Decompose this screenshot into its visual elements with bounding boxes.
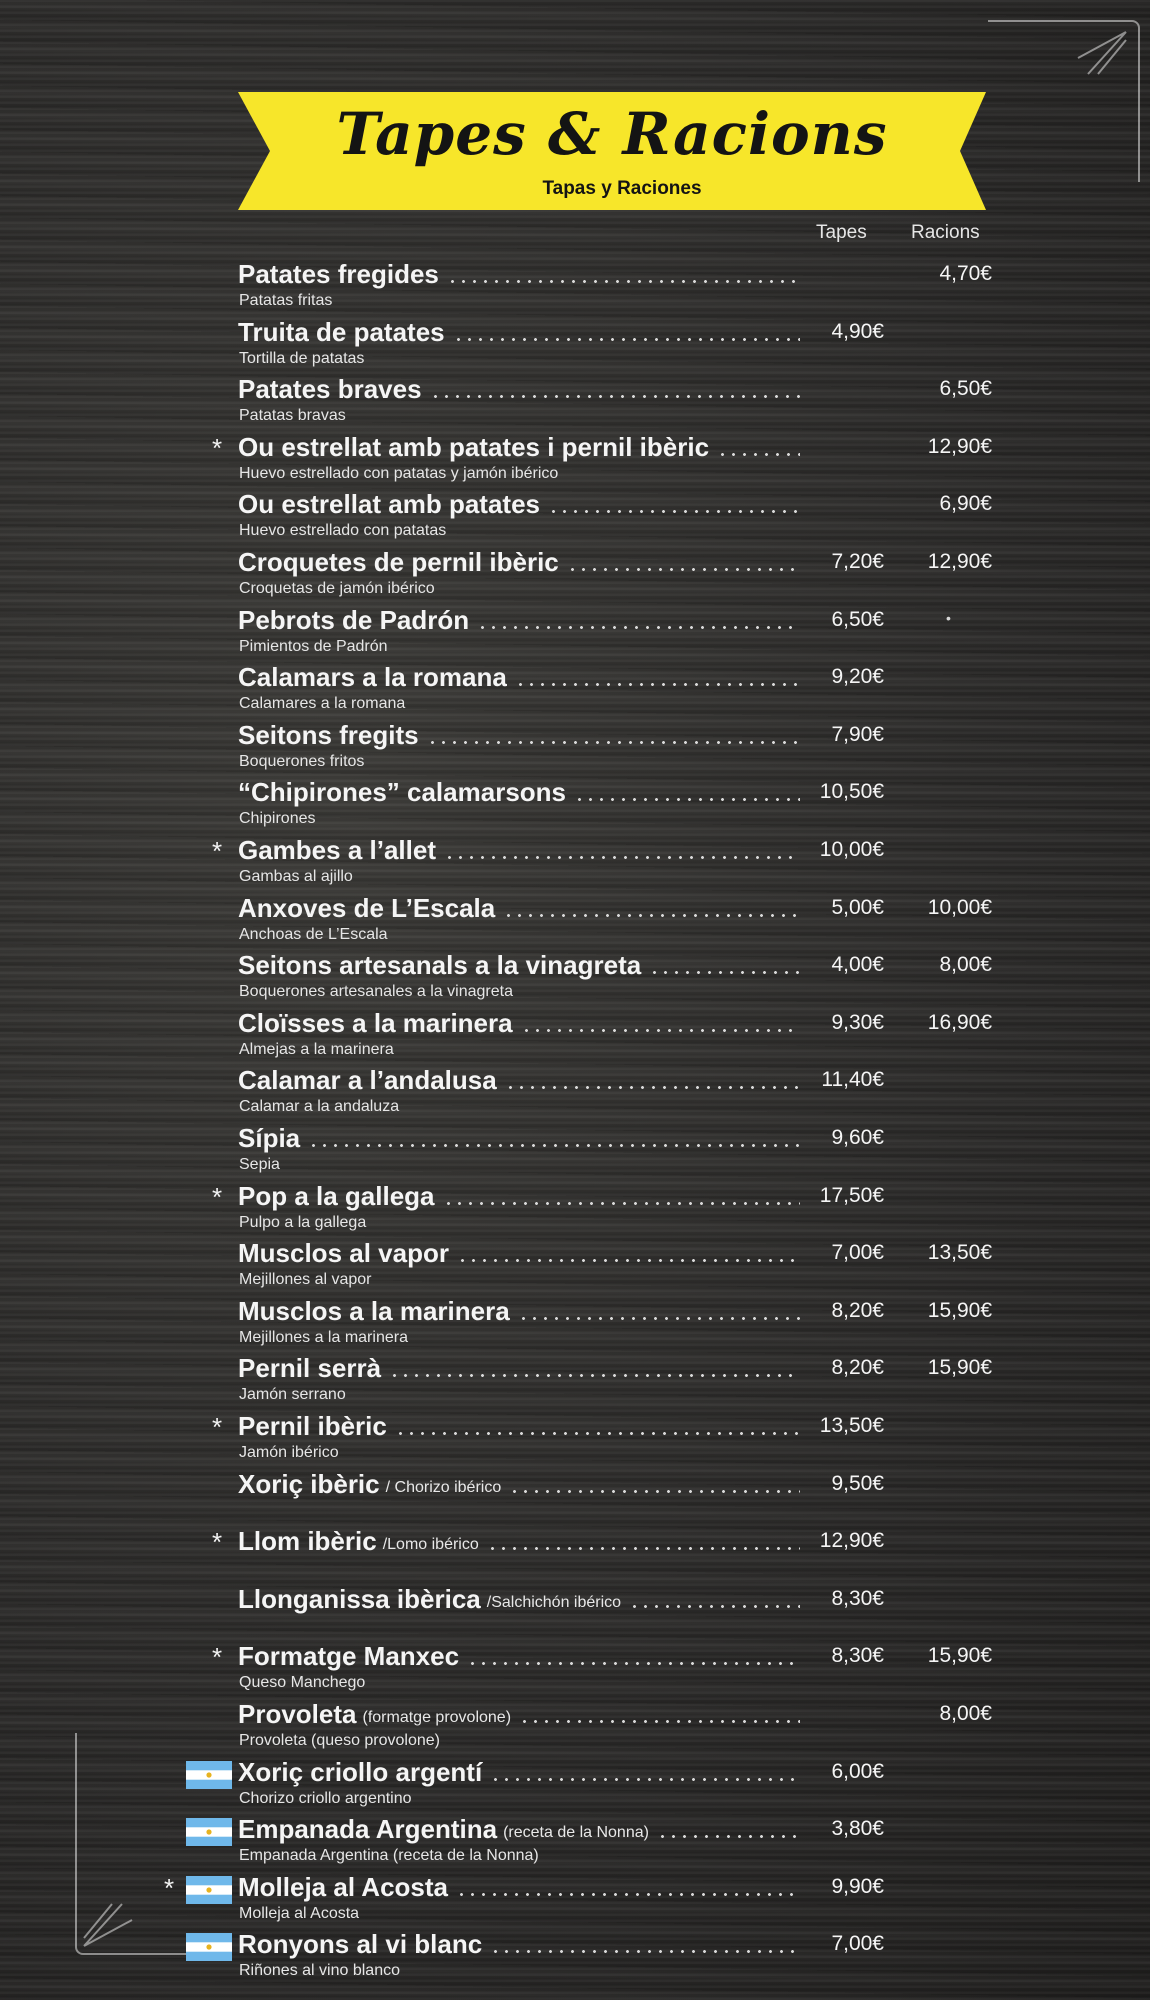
price-tapa: 8,20€ xyxy=(831,1298,884,1322)
menu-item-line xyxy=(238,1583,806,1615)
dot-leader xyxy=(427,741,800,744)
price-tapa: 9,90€ xyxy=(831,1874,884,1898)
menu-item-name: Pebrots de Padrón xyxy=(238,604,470,635)
price-tapa: 12,90€ xyxy=(819,1529,884,1553)
menu-item-line xyxy=(238,1352,806,1384)
dot-leader xyxy=(487,1547,800,1550)
argentina-flag-icon xyxy=(186,1818,232,1846)
menu-item-line xyxy=(238,1468,806,1500)
menu-item-name: Seitons fregits xyxy=(238,719,419,750)
dot-leader xyxy=(453,338,800,341)
menu-item-translation: Chipirones xyxy=(239,810,316,828)
menu-item-translation: Huevo estrellado con patatas xyxy=(239,522,447,540)
price-tapa: 8,30€ xyxy=(831,1644,884,1668)
dot-leader xyxy=(629,1605,800,1608)
dot-leader xyxy=(503,914,800,917)
menu-item-translation: Molleja al Acosta xyxy=(239,1904,360,1922)
price-tapa: 13,50€ xyxy=(819,1414,884,1437)
menu-item-translation: Jamón ibérico xyxy=(239,1444,339,1461)
menu-item-name: Formatge Manxec xyxy=(238,1641,460,1672)
menu-item-line xyxy=(238,776,806,808)
menu-item-name: Musclos a la marinera xyxy=(238,1295,510,1326)
price-racio: 6,90€ xyxy=(939,492,992,516)
menu-item-line xyxy=(238,1756,806,1788)
argentina-flag-icon xyxy=(186,1761,232,1789)
menu-item-name: Sípia xyxy=(238,1123,301,1153)
menu-item-name: Provoleta xyxy=(238,1699,357,1729)
column-header-tapes: Tapes xyxy=(816,222,867,243)
menu-item-note: (receta de la Nonna) xyxy=(503,1824,649,1842)
menu-item-translation: Provoleta (queso provolone) xyxy=(239,1732,441,1749)
star-icon: * xyxy=(212,1181,223,1212)
price-racio: 8,00€ xyxy=(939,1702,992,1725)
dot-leader xyxy=(490,1950,800,1953)
menu-item-name: Calamar a l’andalusa xyxy=(238,1065,497,1096)
menu-item-translation: Pulpo a la gallega xyxy=(239,1213,367,1231)
price-racio: 12,90€ xyxy=(927,434,992,458)
menu-item-translation: Calamares a la romana xyxy=(239,695,406,713)
menu-item-name: Xoriç criollo argentí xyxy=(238,1756,483,1787)
dot-leader xyxy=(717,453,800,456)
dot-leader xyxy=(509,1490,800,1493)
menu-item-name: Ronyons al vi blanc xyxy=(238,1929,483,1960)
menu-item-translation: Queso Manchego xyxy=(239,1674,366,1692)
price-tapa: 17,50€ xyxy=(819,1183,884,1207)
menu-item-line xyxy=(238,1410,806,1442)
menu-item-translation: Jamón serrano xyxy=(239,1386,346,1404)
dot-leader xyxy=(657,1835,800,1838)
menu-item-line xyxy=(238,1928,806,1960)
menu-item-name: Molleja al Acosta xyxy=(238,1871,448,1902)
price-tapa: 11,40€ xyxy=(821,1068,884,1092)
price-racio: 15,90€ xyxy=(927,1644,992,1668)
menu-item-name: Calamars a la romana xyxy=(238,662,507,693)
price-racio: 13,50€ xyxy=(927,1241,992,1265)
dot-leader xyxy=(477,626,800,629)
price-racio: 8,00€ xyxy=(939,953,992,977)
price-tapa: 4,90€ xyxy=(831,319,884,343)
price-tapa: 7,00€ xyxy=(831,1241,884,1265)
menu-item-line xyxy=(238,604,806,636)
menu-item-line xyxy=(238,316,806,348)
menu-item-name: Pop a la gallega xyxy=(238,1180,435,1211)
dot-leader xyxy=(519,1720,800,1723)
price-racio: 15,90€ xyxy=(927,1298,992,1322)
dot-leader xyxy=(567,568,800,571)
menu-item-line xyxy=(238,892,806,924)
menu-item-name: Xoriç ibèric xyxy=(238,1468,380,1499)
price-tapa: 8,20€ xyxy=(831,1356,884,1380)
menu-item-translation: Pimientos de Padrón xyxy=(239,637,388,655)
star-icon: * xyxy=(164,1872,175,1903)
dot-leader xyxy=(308,1144,800,1147)
menu-item-line xyxy=(238,1007,806,1039)
menu-item-line xyxy=(238,373,806,405)
menu-item-name: Patates fregides xyxy=(238,259,439,289)
menu-item-note: /Lomo ibérico xyxy=(382,1536,479,1554)
menu-item-translation: Sepia xyxy=(239,1156,280,1173)
price-tapa: 10,00€ xyxy=(819,838,884,861)
price-tapa: 7,90€ xyxy=(831,722,884,746)
menu-item-name: Truita de patates xyxy=(238,316,445,347)
menu-item-line xyxy=(238,1064,806,1096)
price-tapa: 5,00€ xyxy=(831,895,884,919)
menu-item-name: Gambes a l’allet xyxy=(238,835,436,865)
column-header-racions: Racions xyxy=(911,222,980,243)
menu-item-line xyxy=(238,1698,806,1730)
menu-item-mark: • xyxy=(946,609,951,626)
menu-item-name: Patates braves xyxy=(238,374,422,405)
menu-item-translation: Huevo estrellado con patatas y jamón ibérico xyxy=(239,464,559,482)
page-subtitle: Tapas y Raciones xyxy=(542,178,702,199)
dot-leader xyxy=(649,971,800,974)
price-tapa: 6,50€ xyxy=(831,607,884,631)
star-icon: * xyxy=(212,1527,223,1558)
menu-item-line xyxy=(238,1122,806,1154)
menu-item-line xyxy=(238,834,806,866)
dot-leader xyxy=(444,856,800,859)
menu-item-translation: Gambas al ajillo xyxy=(239,868,353,885)
price-tapa: 8,30€ xyxy=(831,1586,884,1610)
price-racio: 6,50€ xyxy=(939,377,992,401)
dot-leader xyxy=(515,683,800,686)
menu-item-line xyxy=(238,258,806,290)
menu-item-line xyxy=(238,949,806,981)
menu-item-translation: Boquerones fritos xyxy=(239,752,365,770)
price-racio: 12,90€ xyxy=(927,550,992,573)
price-racio: 16,90€ xyxy=(927,1010,992,1034)
dot-leader xyxy=(395,1432,800,1435)
price-tapa: 9,20€ xyxy=(831,665,884,689)
dot-leader xyxy=(447,280,800,283)
menu-item-name: Musclos al vapor xyxy=(238,1238,449,1269)
argentina-flag-icon xyxy=(186,1876,232,1904)
menu-item-translation: Riñones al vino blanco xyxy=(239,1962,400,1980)
menu-item-translation: Mejillones al vapor xyxy=(239,1271,372,1289)
menu-item-translation: Empanada Argentina (receta de la Nonna) xyxy=(239,1847,539,1865)
dot-leader xyxy=(505,1086,800,1089)
menu-item-note: / Chorizo ibérico xyxy=(385,1478,502,1496)
menu-item-translation: Mejillones a la marinera xyxy=(239,1328,408,1346)
menu-item-translation: Patatas fritas xyxy=(239,292,333,309)
menu-item-name: Cloïsses a la marinera xyxy=(238,1007,513,1038)
star-icon: * xyxy=(212,836,223,866)
menu-item-line xyxy=(238,661,806,693)
price-tapa: 9,30€ xyxy=(831,1010,884,1034)
menu-item-name: Seitons artesanals a la vinagreta xyxy=(238,950,642,981)
star-icon: * xyxy=(212,1642,223,1673)
price-tapa: 10,50€ xyxy=(819,780,884,804)
star-icon: * xyxy=(212,432,223,463)
menu-item-name: Llom ibèric xyxy=(238,1526,377,1557)
price-racio: 10,00€ xyxy=(927,895,992,919)
menu-item-translation: Chorizo criollo argentino xyxy=(239,1789,412,1807)
menu-item-name: Llonganissa ibèrica xyxy=(238,1583,481,1614)
menu-item-note: (formatge provolone) xyxy=(362,1709,512,1726)
dot-leader xyxy=(467,1662,800,1665)
price-tapa: 3,80€ xyxy=(831,1817,884,1841)
price-tapa: 9,50€ xyxy=(831,1471,884,1495)
dot-leader xyxy=(521,1029,800,1032)
menu-item-note: /Salchichón ibérico xyxy=(486,1593,622,1611)
price-racio: 15,90€ xyxy=(927,1356,992,1380)
menu-item-translation: Patatas bravas xyxy=(239,407,346,425)
dot-leader xyxy=(574,798,800,801)
menu-item-name: Pernil ibèric xyxy=(238,1411,387,1441)
price-tapa: 4,00€ xyxy=(831,953,884,977)
dot-leader xyxy=(430,395,800,398)
dot-leader xyxy=(548,510,800,513)
menu-item-line xyxy=(238,1180,806,1212)
menu-item-translation: Almejas a la marinera xyxy=(239,1040,394,1058)
dot-leader xyxy=(456,1893,800,1896)
menu-item-name: Ou estrellat amb patates i pernil ibèric xyxy=(238,431,710,462)
menu-item-translation: Croquetas de jamón ibérico xyxy=(239,580,435,597)
menu-item-name: Croquetes de pernil ibèric xyxy=(238,547,559,577)
menu-item-translation: Anchoas de L’Escala xyxy=(239,925,388,943)
dot-leader xyxy=(490,1778,800,1781)
price-tapa: 6,00€ xyxy=(831,1759,884,1783)
menu-item-translation: Tortilla de patatas xyxy=(239,349,365,367)
menu-item-translation: Boquerones artesanales a la vinagreta xyxy=(239,983,513,1001)
price-tapa: 7,20€ xyxy=(831,550,884,573)
dot-leader xyxy=(518,1317,800,1320)
menu-item-name: Anxoves de L’Escala xyxy=(238,892,496,923)
price-racio: 4,70€ xyxy=(939,262,992,285)
menu-item-name: Ou estrellat amb patates xyxy=(238,489,540,520)
argentina-flag-icon xyxy=(186,1933,232,1961)
menu-item-name: Empanada Argentina xyxy=(238,1814,498,1845)
menu-item-name: Pernil serrà xyxy=(238,1353,382,1384)
star-icon: * xyxy=(212,1412,223,1442)
dot-leader xyxy=(443,1202,800,1205)
menu-item-line xyxy=(238,719,806,751)
price-tapa: 9,60€ xyxy=(831,1126,884,1149)
dot-leader xyxy=(457,1259,800,1262)
menu-item-line xyxy=(238,1813,806,1845)
menu-item-line xyxy=(238,1295,806,1327)
menu-item-line xyxy=(238,546,806,578)
menu-item-line xyxy=(238,431,806,463)
price-tapa: 7,00€ xyxy=(831,1932,884,1956)
menu-item-line xyxy=(238,488,806,520)
menu-item-line xyxy=(238,1640,806,1672)
page-title: Tapes & Racions xyxy=(336,100,888,168)
menu-item-line xyxy=(238,1525,806,1557)
dot-leader xyxy=(389,1374,800,1377)
menu-item-line xyxy=(238,1871,806,1903)
menu-item-translation: Calamar a la andaluza xyxy=(239,1098,400,1116)
menu-item-name: “Chipirones” calamarsons xyxy=(238,777,566,808)
menu-item-line xyxy=(238,1237,806,1269)
